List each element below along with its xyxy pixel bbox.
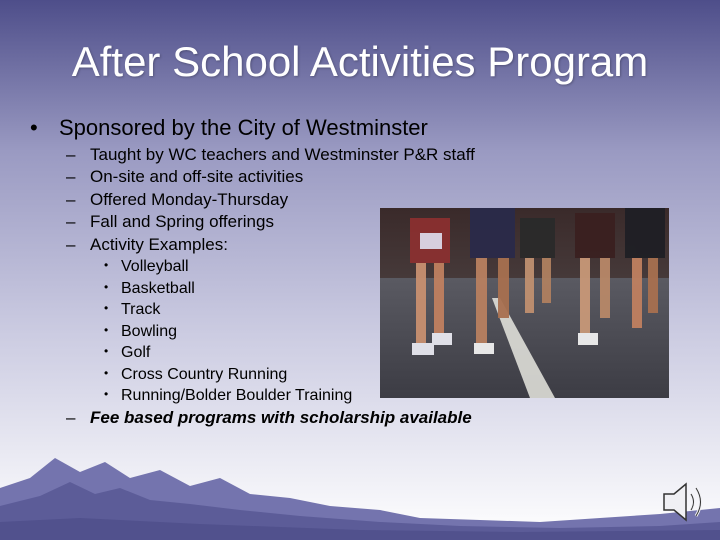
bullet-glyph: •: [104, 344, 109, 358]
bullet-glyph: •: [104, 301, 109, 315]
bullet-glyph: •: [104, 258, 109, 272]
bullet-glyph: •: [30, 115, 38, 140]
bullet-glyph: •: [104, 280, 109, 294]
activity-text: Golf: [121, 344, 151, 361]
dash-glyph: –: [66, 212, 76, 231]
dash-glyph: –: [66, 408, 76, 427]
activity-text: Volleyball: [121, 258, 189, 275]
main-bullet-text: Sponsored by the City of Westminster: [59, 115, 428, 140]
sub-item-text: Taught by WC teachers and Westminster P&R staff: [90, 145, 475, 164]
bullet-glyph: •: [104, 323, 109, 337]
activity-text: Running/Bolder Boulder Training: [121, 387, 353, 404]
activity-text: Cross Country Running: [121, 366, 288, 383]
activity-text: Bowling: [121, 323, 178, 340]
sub-item-text: Fall and Spring offerings: [90, 212, 274, 231]
dash-glyph: –: [66, 167, 76, 186]
dash-glyph: –: [66, 235, 76, 254]
dash-glyph: –: [66, 145, 76, 164]
slide-title: After School Activities Program: [71, 38, 649, 85]
bullet-glyph: •: [104, 387, 109, 401]
activity-text: Basketball: [121, 280, 195, 297]
runners-photo: [380, 208, 669, 398]
bullet-glyph: •: [104, 366, 109, 380]
dash-glyph: –: [66, 190, 76, 209]
activity-text: Track: [121, 301, 161, 318]
speaker-icon[interactable]: [658, 476, 710, 528]
mountain-silhouette: [0, 448, 720, 540]
fee-note-text: Fee based programs with scholarship available: [90, 408, 472, 427]
sub-item-text: On-site and off-site activities: [90, 167, 304, 186]
sub-item-text: Activity Examples:: [90, 235, 228, 254]
sub-item-text: Offered Monday-Thursday: [90, 190, 289, 209]
